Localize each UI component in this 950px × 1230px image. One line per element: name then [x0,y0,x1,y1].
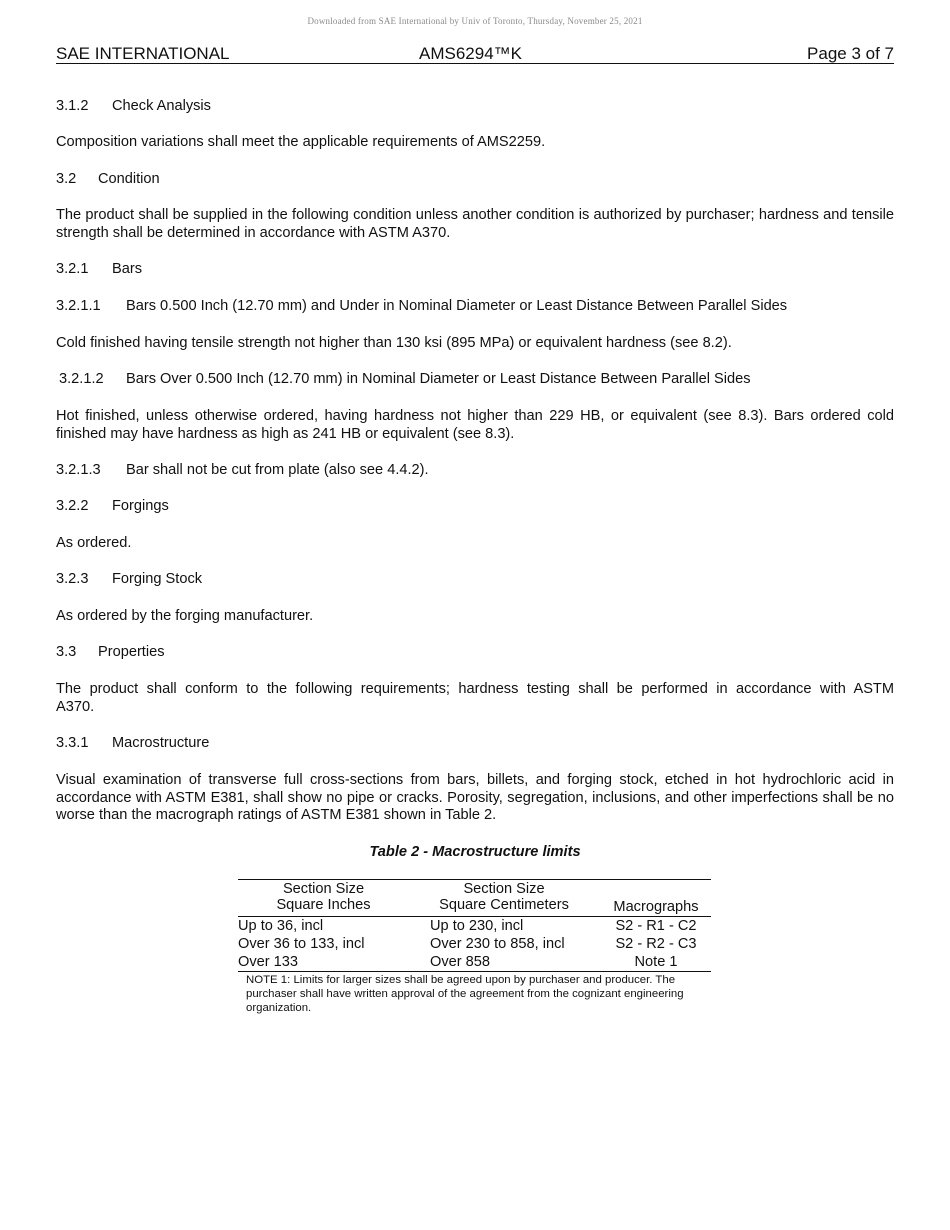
table-cell: Up to 230, incl [430,918,524,934]
table-cell: S2 - R2 - C3 [615,936,697,952]
table-cell: Over 230 to 858, incl [430,936,565,952]
section-number: 3.2.1.2 [59,371,104,387]
header-doc-id: AMS6294™K [419,44,522,63]
section-number: 3.1.2 [56,98,89,114]
section-number: 3.2.2 [56,498,89,514]
section-title: Check Analysis [112,98,211,114]
section-number: 3.2 [56,171,77,187]
table-cell: Over 133 [238,954,299,970]
section-number: 3.2.1 [56,261,89,277]
section-title: Bars 0.500 Inch (12.70 mm) and Under in Nominal Diameter or Least Distance Between Parallel Sides [126,298,788,314]
section-number: 3.2.1.3 [56,462,101,478]
download-watermark: Downloaded from SAE International by Univ of Toronto, Thursday, November 25, 2021 [307,16,643,26]
section-title: Condition [98,171,160,187]
table-cell: Over 858 [430,954,491,970]
header-line: Macrographs [613,899,699,915]
heading-3-3 [56,644,165,660]
table-title: Table 2 - Macrostructure limits [369,844,581,860]
heading-3-2-3 [56,571,202,587]
paragraph-3-2-1-1: Cold finished having tensile strength not higher than 130 ksi (895 MPa) or equivalent hardness (see 8.2). [56,335,732,351]
section-title: Properties [98,644,165,660]
heading-3-3-1 [56,735,209,751]
table-cell: Over 36 to 133, incl [238,936,365,952]
heading-3-2 [56,171,160,187]
heading-3-1-2 [56,98,211,114]
table-cell: S2 - R1 - C2 [615,918,697,934]
table-header-sq-in [238,881,409,913]
heading-3-2-2 [56,498,169,514]
heading-3-2-1 [56,261,142,277]
section-title: Macrostructure [112,735,210,751]
header-org: SAE INTERNATIONAL [56,44,230,63]
paragraph-3-2-2: As ordered. [56,535,132,551]
heading-3-2-1-2 [59,371,751,387]
table-cell: Up to 36, incl [238,918,324,934]
header-page-number: Page 3 of 7 [807,44,894,63]
table-header-macrographs [602,899,710,915]
paragraph-3-2-1-2: Hot finished, unless otherwise ordered, having hardness not higher than 229 HB, or equivalent (see 8.3). Bars ordered cold finished may have hardness as high as 241 HB or equivalent (see 8.3). [56,408,894,442]
section-title: Forgings [112,498,169,514]
header-rule [56,63,894,64]
section-title: Forging Stock [112,571,203,587]
section-number: 3.3.1 [56,735,89,751]
paragraph-3-3-1: Visual examination of transverse full cross-sections from bars, billets, and forging stock, etched in hot hydrochloric acid in accordance with ASTM E381, shall show no pipe or cracks. Porosity, segregation, inclusions, and other imperfections shall be no worse than the macrograph ratings of ASTM E381 shown in Table 2. [56,772,894,823]
table-cell: Note 1 [634,954,678,970]
paragraph-3-1-2: Composition variations shall meet the applicable requirements of AMS2259. [56,134,546,150]
section-title: Bars [112,261,143,277]
table-note: NOTE 1: Limits for larger sizes shall be agreed upon by purchaser and producer. The purchaser shall have written approval of the agreement from the cognizant engineering organization. [246,974,684,1014]
section-number: 3.2.3 [56,571,89,587]
section-number: 3.3 [56,644,77,660]
header-line: Square Inches [276,897,371,913]
table-bottom-rule [238,971,711,972]
header-line: Square Centimeters [439,897,569,913]
section-number: 3.2.1.1 [56,298,101,314]
heading-3-2-1-1 [56,298,787,314]
section-title: Bar shall not be cut from plate (also see 4.4.2). [126,462,429,478]
section-title: Bars Over 0.500 Inch (12.70 mm) in Nominal Diameter or Least Distance Between Parallel Sides [126,371,751,387]
heading-3-2-1-3 [56,462,429,478]
table-header-rule [238,916,711,917]
header-line: Section Size [282,881,365,897]
table-top-rule [238,879,711,880]
paragraph-3-2: The product shall be supplied in the following condition unless another condition is authorized by purchaser; hardness and tensile strength shall be determined in accordance with ASTM A370. [56,207,894,241]
table-header-sq-cm [430,881,578,913]
paragraph-3-2-3: As ordered by the forging manufacturer. [56,608,314,624]
header-line: Section Size [463,881,545,897]
paragraph-3-3: The product shall conform to the following requirements; hardness testing shall be performed in accordance with ASTM A370. [56,681,894,715]
